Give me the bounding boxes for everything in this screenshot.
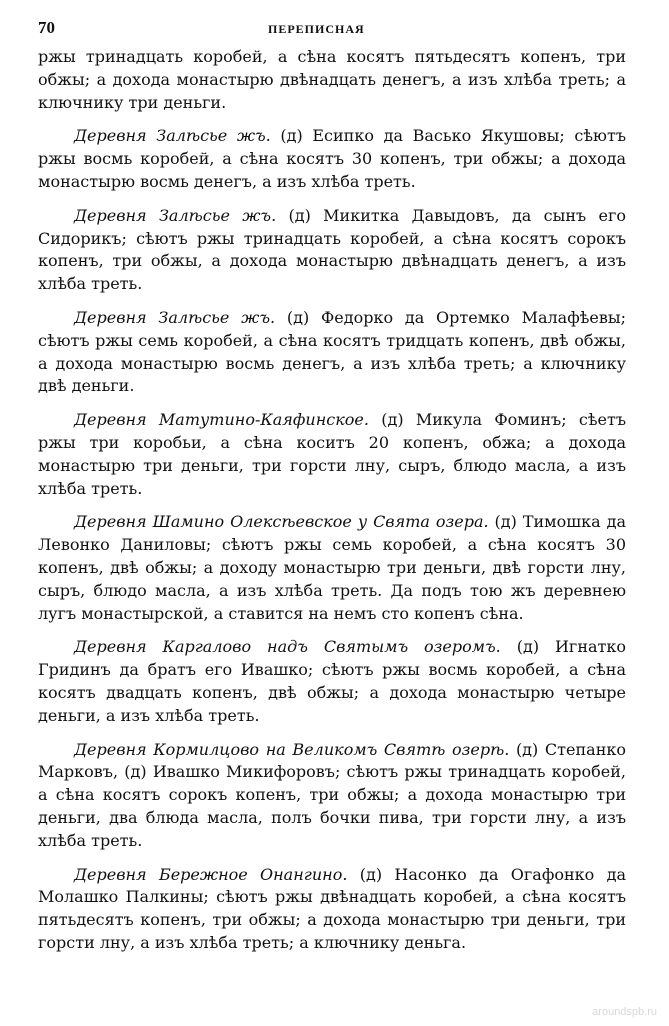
village-entry bbox=[38, 636, 626, 727]
village-entry bbox=[38, 511, 626, 625]
entry-text: (д) Насонко да Огафонко да Молашко Палкины; сѣютъ ржы двѣнадцать коробей, а сѣна косятъ пятьдесятъ копенъ, три обжы; а дохода монастырю три деньги, три горсти лну, а изъ хлѣба треть; а ключнику деньга. bbox=[38, 864, 627, 952]
village-name: Деревня Каргалово надъ Святымъ озеромъ. bbox=[74, 637, 501, 657]
village-entry bbox=[38, 864, 626, 955]
entry-text: (д) Микитка Давыдовъ, да сынъ его Сидорикъ; сѣютъ ржы тринадцать коробей, а сѣна косятъ сорокъ копенъ, три обжы, а дохода монастырю двѣнадцать денегъ, а изъ хлѣба треть. bbox=[38, 205, 626, 294]
running-title: ПЕРЕПИСНАЯ bbox=[268, 22, 365, 36]
village-entry bbox=[38, 205, 626, 296]
entry-text: (д) Степанко Марковъ, (д) Ивашко Микифоровъ; сѣютъ ржы тринадцать коробей, а сѣна косятъ сорокъ копенъ, три обжы; а дохода монастырю три деньги, два блюда масла, полъ бочки пива, три горсти лну, а изъ хлѣба треть. bbox=[38, 739, 626, 850]
intro-paragraph: ржы тринадцать коробей, а сѣна косятъ пятьдесятъ копенъ, три обжы; а дохода монастырю двѣнадцать денегъ, а изъ хлѣба треть; а ключнику три деньги. bbox=[38, 47, 626, 112]
book-page bbox=[38, 18, 626, 966]
village-entry bbox=[38, 739, 626, 853]
village-name: Деревня Бережное Онангино. bbox=[74, 864, 348, 884]
village-name: Деревня Залѣсье жъ. bbox=[74, 307, 276, 327]
page-number: 70 bbox=[38, 18, 55, 37]
village-entry bbox=[38, 409, 626, 500]
village-name: Деревня Матутино-Каяфинское. bbox=[74, 410, 369, 430]
entry-text: (д) Микула Фоминъ; сѣетъ ржы три коробьи, а сѣна коситъ 20 копенъ, обжа; а дохода монастырю три деньги, три горсти лну, сыръ, блюдо масла, а изъ хлѣба треть. bbox=[38, 410, 627, 498]
watermark: aroundspb.ru bbox=[592, 1006, 657, 1018]
village-name: Деревня Залѣсье жъ. bbox=[74, 205, 277, 225]
entry-text: (д) Тимошка да Левонко Даниловы; сѣютъ ржы семь коробей, а сѣна косятъ 30 копенъ, двѣ обжы; а доходу монастырю три деньги, двѣ горсти лну, сыръ, блюдо масла, а изъ хлѣба треть. Да подъ тою жъ деревнею лугъ монастырской, а ставится на немъ сто копенъ сѣна. bbox=[38, 512, 626, 623]
village-name: Деревня Залѣсье жъ. bbox=[74, 126, 271, 146]
entry-text: (д) Игнатко Гридинъ да братъ его Ивашко; сѣютъ ржы восмь коробей, а сѣна косятъ двадцать копенъ, двѣ обжы; а дохода монастырю четыре деньги, а изъ хлѣба треть. bbox=[38, 637, 627, 725]
entry-text: (д) Есипко да Васько Якушовы; сѣютъ ржы восмь коробей, а сѣна косятъ 30 копенъ, три обжы; а дохода монастырю восмь денегъ, а изъ хлѣба треть. bbox=[38, 126, 626, 191]
village-entry bbox=[38, 125, 626, 193]
entry-text: (д) Федорко да Ортемко Малафѣевы; сѣютъ ржы семь коробей, а сѣна косятъ тридцать копенъ, двѣ обжы, а дохода монастырю восмь денегъ, а изъ хлѣба треть; а ключнику двѣ деньги. bbox=[38, 307, 626, 396]
page-header bbox=[38, 18, 626, 46]
village-name: Деревня Шамино Олексѣевское у Свята озера. bbox=[74, 512, 489, 532]
village-entry bbox=[38, 307, 626, 398]
village-name: Деревня Кормилцово на Великомъ Святѣ озерѣ. bbox=[74, 739, 510, 759]
